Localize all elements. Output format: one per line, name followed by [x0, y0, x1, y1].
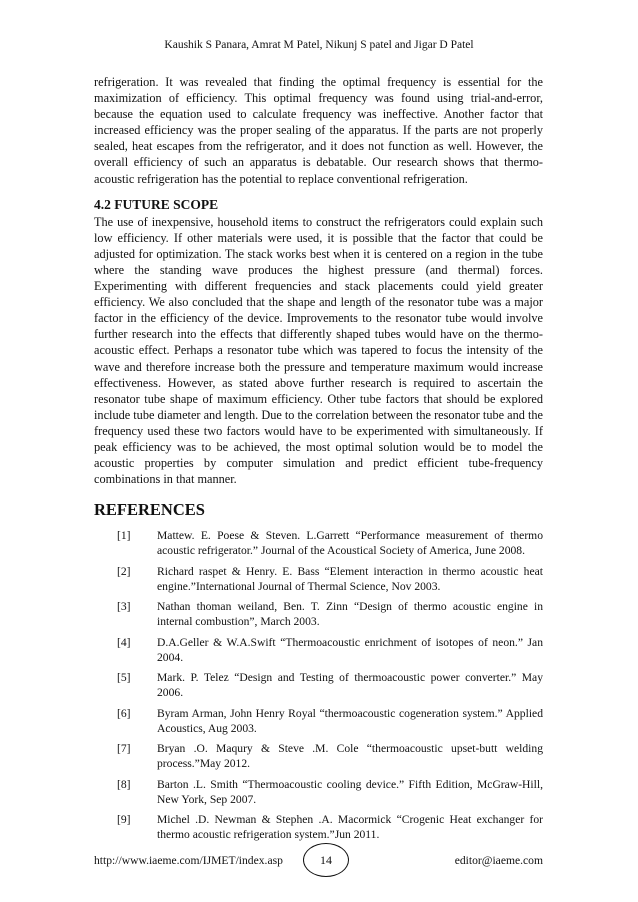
reference-number: [2]: [117, 564, 131, 578]
reference-item: [94, 670, 543, 700]
reference-item: [94, 741, 543, 771]
reference-text: Nathan thoman weiland, Ben. T. Zinn “Design of thermo acoustic engine in internal combustion”, March 2003.: [157, 600, 543, 629]
reference-number: [6]: [117, 706, 131, 720]
reference-item: [94, 777, 543, 807]
footer-url-link[interactable]: http://www.iaeme.com/IJMET/index.asp: [94, 854, 283, 867]
page-footer: [94, 843, 543, 877]
reference-text: Michel .D. Newman & Stephen .A. Macormick “Crogenic Heat exchanger for thermo acoustic refrigeration system.”Jun 2011.: [157, 813, 543, 842]
reference-item: [94, 635, 543, 665]
reference-text: Bryan .O. Maqury & Steve .M. Cole “thermoacoustic upset-butt welding process.”May 2012.: [157, 742, 543, 771]
reference-number: [1]: [117, 529, 131, 543]
reference-text: Barton .L. Smith “Thermoacoustic cooling device.” Fifth Edition, McGraw-Hill, New York, Sep 2007.: [157, 777, 543, 806]
future-scope-heading: 4.2 FUTURE SCOPE: [94, 196, 219, 212]
page-number-badge: [303, 843, 349, 877]
reference-text: Byram Arman, John Henry Royal “thermoacoustic cogeneration system.” Applied Acoustics, Aug 2003.: [157, 706, 543, 735]
reference-item: [94, 599, 543, 629]
running-header: Kaushik S Panara, Amrat M Patel, Nikunj S patel and Jigar D Patel: [164, 39, 474, 51]
reference-item: [94, 706, 543, 736]
intro-paragraph: refrigeration. It was revealed that finding the optimal frequency is essential for the maximization of efficiency. This optimal frequency was found using trial-and-error, because the equation used to calculate frequency was ineffective. Another factor that increased efficiency was the proper sealing of the apparatus. If the parts are not properly sealed, heat escapes from the refrigerator, and it does not function as well. However, the overall efficiency of such an apparatus is debatable. Our research shows that thermo-acoustic refrigeration has the potential to replace conventional refrigeration.: [94, 75, 543, 186]
page-number: 14: [320, 852, 332, 867]
reference-text: Mark. P. Telez “Design and Testing of thermoacoustic power converter.” May 2006.: [157, 671, 543, 700]
references-heading: REFERENCES: [94, 500, 205, 520]
page-body: [94, 74, 543, 848]
reference-number: [9]: [117, 813, 131, 827]
reference-item: [94, 564, 543, 594]
reference-text: D.A.Geller & W.A.Swift “Thermoacoustic enrichment of isotopes of neon.” Jan 2004.: [157, 635, 543, 664]
reference-number: [4]: [117, 635, 131, 649]
reference-number: [3]: [117, 600, 131, 614]
reference-item: [94, 528, 543, 558]
reference-item: [94, 812, 543, 842]
reference-number: [5]: [117, 671, 131, 685]
reference-number: [8]: [117, 777, 131, 791]
footer-email-link[interactable]: editor@iaeme.com: [454, 854, 543, 867]
future-scope-paragraph: The use of inexpensive, household items to construct the refrigerators could explain such low efficiency. If other materials were used, it is possible that the factor that could be adjusted for optimization. The stack works best when it is centered on a region in the tube where the standing wave produces the highest pressure (and thermal) forces. Experimenting with different frequencies and stack placements could yield greater efficiency. We also concluded that the shape and length of the resonator tube was a major factor in the efficiency of the device. Improvements to the resonator tube would involve further research into the effects that differently shaped tubes would have on the thermo-acoustic effect. Perhaps a resonator tube which was tapered to focus the intensity of the wave and therefore increase both the pressure and temperature maximum would increase effectiveness. However, as stated above further research is required to ascertain the resonator tube shape of maximum efficiency. Other tube factors that should be explored include tube diameter and length. Due to the correlation between the resonator tube and the frequency used these two factors would have to be experimented with simultaneously. If peak efficiency was to be achieved, the most optimal solution would be to model the acoustic properties by computer simulation and predict efficient tube-frequency combinations in that manner.: [94, 214, 544, 487]
reference-number: [7]: [117, 742, 131, 756]
reference-text: Mattew. E. Poese & Steven. L.Garrett “Performance measurement of thermo acoustic refrigerator.” Journal of the Acoustical Society of America, June 2008.: [157, 529, 543, 558]
reference-list: [94, 528, 543, 842]
reference-text: Richard raspet & Henry. E. Bass “Element interaction in thermo acoustic heat engine.”International Journal of Thermal Science, Nov 2003.: [157, 564, 543, 593]
